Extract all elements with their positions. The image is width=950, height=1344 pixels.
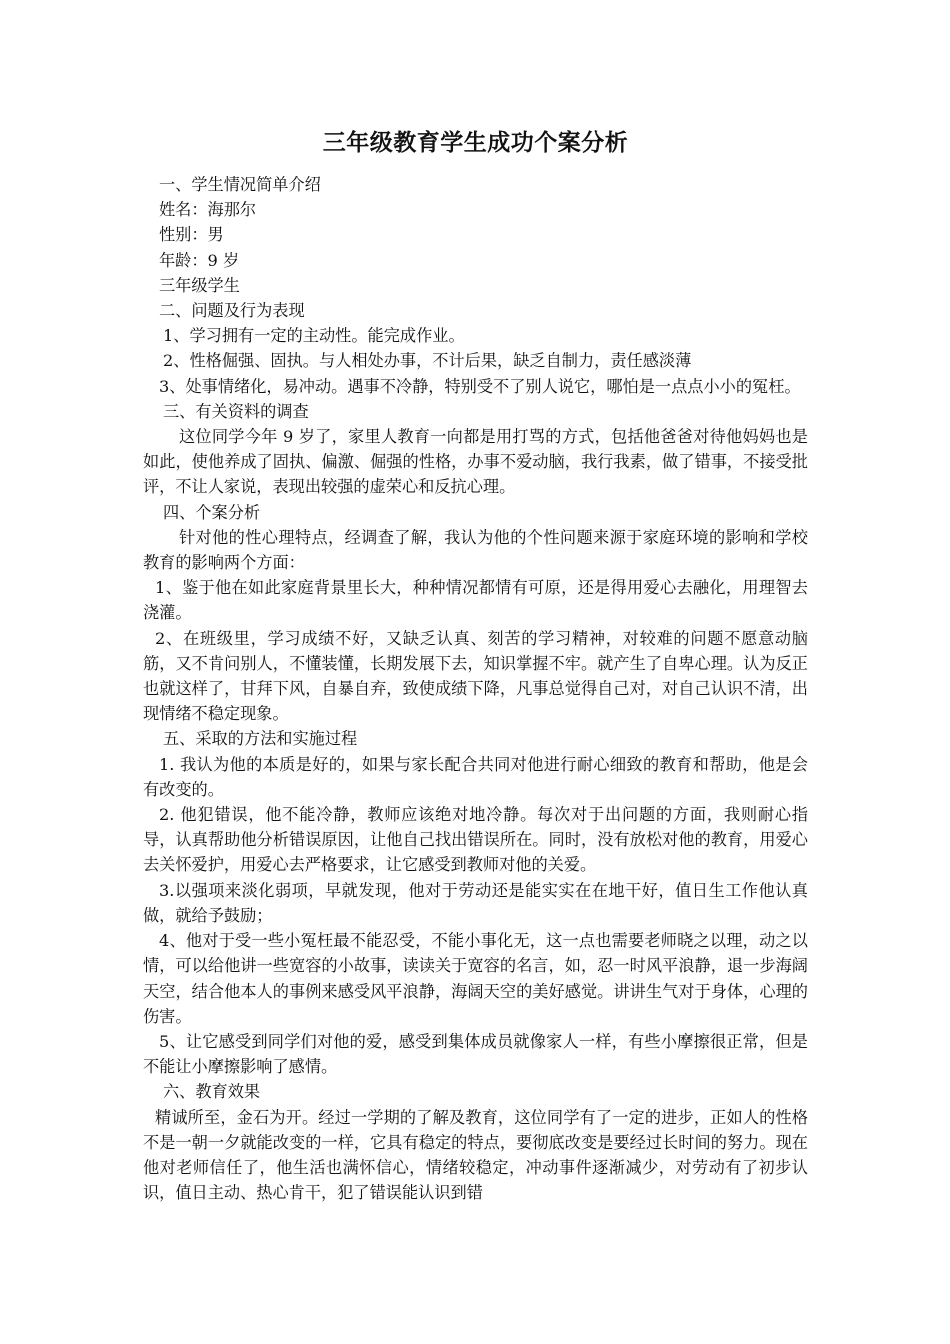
paragraph: 针对他的性心理特点，经调查了解，我认为他的个性问题来源于家庭环境的影响和学校教育的影响两个方面：: [143, 527, 808, 573]
text-line: 2、性格倔强、固执。与人相处办事，不计后果，缺乏自制力，责任感淡薄: [163, 351, 692, 371]
text-line: 三、有关资料的调查: [163, 401, 309, 421]
paragraph: 4、他对于受一些小冤枉最不能忍受，不能小事化无，这一点也需要老师晓之以理，动之以情，可以给他讲一些宽容的小故事，读读关于宽容的名言，如，忍一时风平浪静，退一步海阔天空，结合他本人的事例来感受风平浪静，海阔天空的美好感觉。讲讲生气对于身体，心理的伤害。: [143, 931, 808, 1026]
document-title: 三年级教育学生成功个案分析: [322, 129, 629, 156]
text-line: 二、问题及行为表现: [159, 301, 305, 321]
text-line: 六、教育效果: [163, 1082, 261, 1102]
paragraph: 5、让它感受到同学们对他的爱，感受到集体成员就像家人一样，有些小摩擦很正常，但是不能让小摩擦影响了感情。: [143, 1031, 808, 1077]
paragraph: 2. 他犯错误，他不能冷静，教师应该绝对地冷静。每次对于出问题的方面，我则耐心指导，认真帮助他分析错误原因，让他自己找出错误所在。同时，没有放松对他的教育，用爱心去关怀爱护，用爱心去严格要求，让它感受到教师对他的关爱。: [143, 805, 808, 875]
text-line: 三年级学生: [159, 275, 240, 295]
text-line: 四、个案分析: [163, 502, 261, 522]
paragraph: 1. 我认为他的本质是好的，如果与家长配合共同对他进行耐心细致的教育和帮助，他是会有改变的。: [143, 754, 808, 799]
text-line: 1、学习拥有一定的主动性。能完成作业。: [163, 326, 465, 346]
text-line: 性别：男: [159, 225, 224, 245]
paragraph: 3、处事情绪化，易冲动。遇事不冷静，特别受不了别人说它，哪怕是一点点小小的冤枉。: [159, 376, 801, 396]
paragraph: 1、鉴于他在如此家庭背景里长大，种种情况都情有可原，还是得用爱心去融化，用理智去浇灌。: [143, 578, 808, 623]
text-line: 五、采取的方法和实施过程: [163, 729, 358, 749]
paragraph: 2、在班级里，学习成绩不好，又缺乏认真、刻苦的学习精神，对较难的问题不愿意动脑筋，又不肯问别人，不懂装懂，长期发展下去，知识掌握不牢。就产生了自卑心理。认为反正也就这样了，甘拜下风，自暴自弃，致使成绩下降，凡事总觉得自己对，对自己认识不清，出现情绪不稳定现象。: [143, 628, 808, 724]
paragraph: 这位同学今年 9 岁了，家里人教育一向都是用打骂的方式，包括他爸爸对待他妈妈也是如此，使他养成了固执、偏激、倔强的性格，办事不爱动脑，我行我素，做了错事，不接受批评，不让人家说，表现出较强的虚荣心和反抗心理。: [143, 427, 808, 497]
paragraph: 3.以强项来淡化弱项，早就发现，他对于劳动还是能实实在在地干好，值日生工作他认真做，就给予鼓励；: [143, 880, 808, 925]
document-body: [143, 172, 808, 1205]
text-line: 姓名：海那尔: [159, 200, 257, 220]
text-line: 年龄：9 岁: [159, 250, 240, 270]
paragraph: 精诚所至，金石为开。经过一学期的了解及教育，这位同学有了一定的进步，正如人的性格不是一朝一夕就能改变的一样，它具有稳定的特点，要彻底改变是要经过长时间的努力。现在他对老师信任了，他生活也满怀信心，情绪较稳定，冲动事件逐渐减少，对劳动有了初步认识，值日主动、热心肯干，犯了错误能认识到错: [143, 1107, 808, 1203]
document-page: [143, 128, 808, 1205]
text-line: 一、学生情况简单介绍: [159, 175, 321, 194]
